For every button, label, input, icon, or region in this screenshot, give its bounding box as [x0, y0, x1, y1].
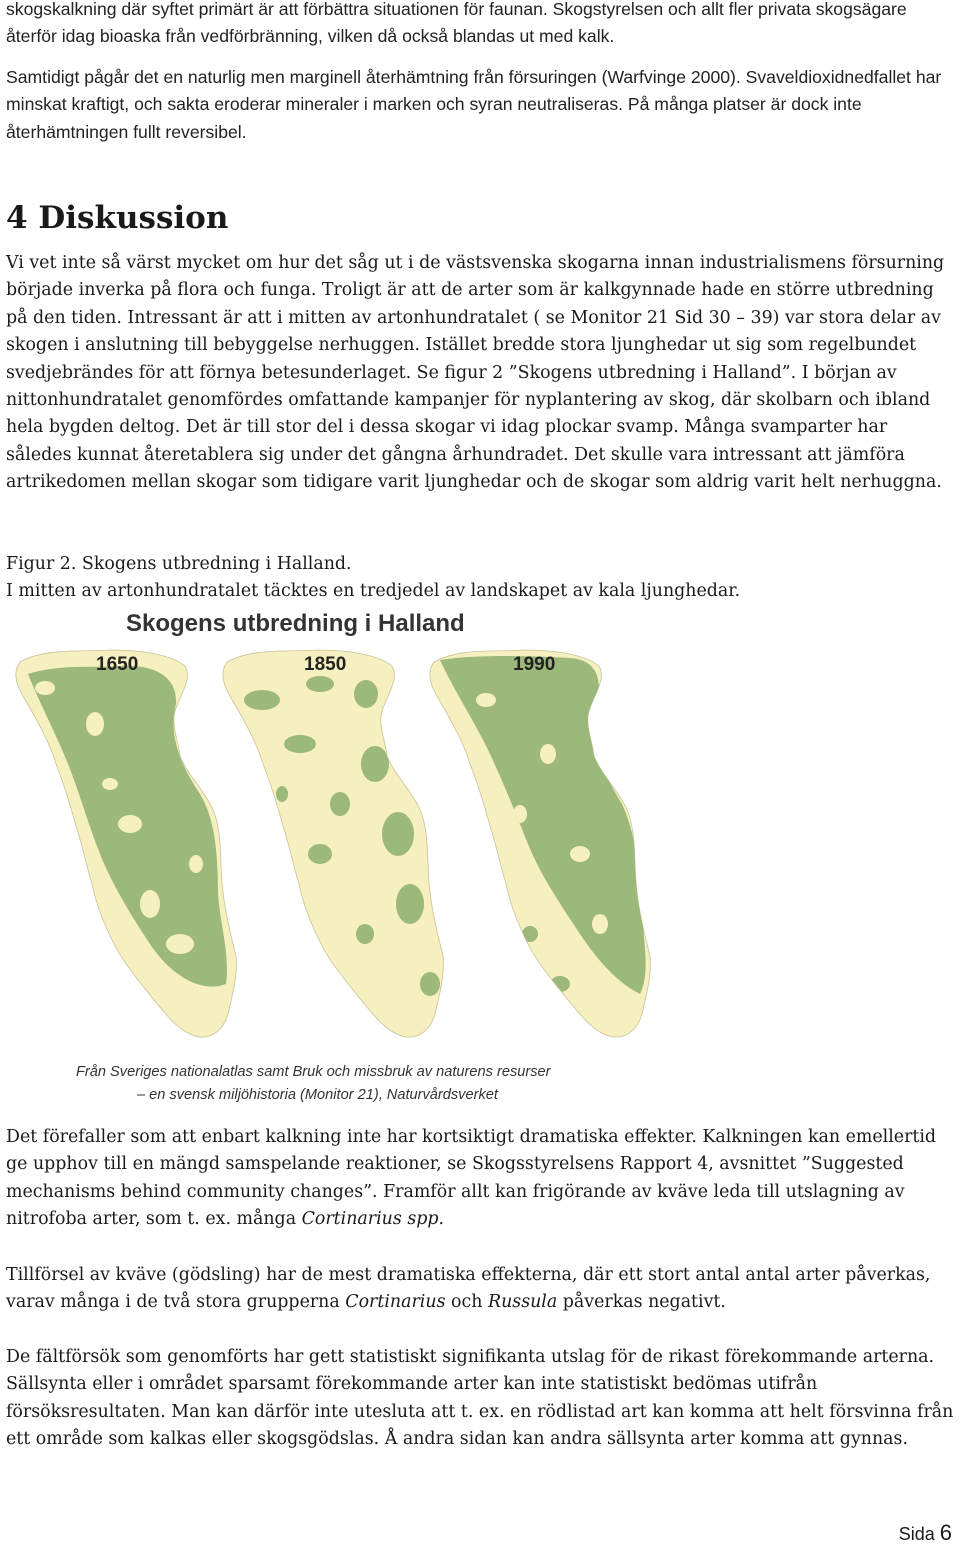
year-label-1990: 1990: [513, 654, 556, 675]
intro-paragraph-2: Samtidigt pågår det en naturlig men marginell återhämtning från försuringen (Warfvinge 2000). Svaveldioxidnedfallet har minskat kraftigt, och sakta eroderar mineraler i marken och syran neutraliseras. På många platser är dock inte återhämtningen fullt reversibel.: [6, 67, 942, 142]
map-1850: [223, 650, 444, 1037]
figure-source-2: – en svensk miljöhistoria (Monitor 21), Naturvårdsverket: [137, 1087, 498, 1103]
taxon-cortinarius: Cortinarius: [345, 1292, 446, 1313]
figure-caption-1: Figur 2. Skogens utbredning i Halland.: [6, 554, 352, 574]
after-paragraph-3: De fältförsök som genomförts har gett statistiskt signifikanta utslag för de rikast förekommande arterna. Sällsynta eller i området sparsamt förekommande arter kan inte statistiskt bedömas utifrån försöksresultaten. Man kan därför inte utesluta att t. ex. en rödlistad art kan komma att helt försvinna från ett område som kalkas eller skogsgödslas. Å andra sidan kan andra sällsynta arter komma att gynnas.: [6, 1347, 954, 1450]
figure-source-1: Från Sveriges nationalatlas samt Bruk och missbruk av naturens resurser: [76, 1064, 551, 1080]
year-label-1850: 1850: [304, 654, 347, 675]
taxon-russula: Russula: [487, 1292, 558, 1313]
figure-caption-2: I mitten av artonhundratalet täcktes en tredjedel av landskapet av kala ljunghedar.: [6, 581, 741, 601]
intro-paragraph-1: skogskalkning där syftet primärt är att förbättra situationen för faunan. Skogstyrelsen och allt fler privata skogsägare återför idag bioaska från vedförbränning, vilken då också blandas ut med kalk.: [6, 0, 907, 47]
forest-maps: [0, 604, 960, 1114]
taxon-cortinarius-spp: Cortinarius spp.: [301, 1209, 445, 1230]
section-heading: 4 Diskussion: [6, 200, 229, 236]
forest-map-figure: [0, 604, 960, 1114]
year-label-1650: 1650: [96, 654, 139, 675]
after-paragraph-1: Det förefaller som att enbart kalkning inte har kortsiktigt dramatiska effekter. Kalkningen kan emellertid ge upphov till en mängd samspelande reaktioner, se Skogsstyrelsens Rapport 4, avsnittet ”Suggested mechanisms behind community changes”. Framför allt kan frigörande av kväve leda till utslagning av nitrofoba arter, som t. ex. många Cortinarius spp.: [6, 1127, 937, 1230]
after-paragraph-2: Tillförsel av kväve (gödsling) har de mest dramatiska effekterna, där ett stort antal antal arter påverkas, varav många i de två stora grupperna Cortinarius och Russula påverkas negativt.: [6, 1265, 931, 1313]
map-1650: [16, 650, 237, 1037]
discussion-paragraph: Vi vet inte så värst mycket om hur det såg ut i de västsvenska skogarna innan industrialismens försurning började inverka på flora och funga. Troligt är att de arter som är kalkgynnade hade en större utbredning på den tiden. Intressant är att i mitten av artonhundratalet ( se Monitor 21 Sid 30 – 39) var stora delar av skogen i anslutning till bebyggelse nerhuggen. Istället bredde stora ljunghedar ut sig som regelbundet svedjebrändes för att förnya betesunderlaget. Se figur 2 ”Skogens utbredning i Halland”. I början av nittonhundratalet genomfördes omfattande kampanjer för nyplantering av skog, där skolbarn och ibland hela bygden deltog. Det är till stor del i dessa skogar vi idag plockar svamp. Många svamparter har således kunnat återetablera sig under det gångna århundradet. Det skulle vara intressant att jämföra artrikedomen mellan skogar som tidigare varit ljunghedar och de skogar som aldrig varit helt nerhuggna.: [6, 253, 945, 493]
page-number: Sida 6: [898, 1520, 952, 1545]
map-1990: [430, 650, 651, 1037]
figure-title: Skogens utbredning i Halland: [126, 610, 465, 637]
